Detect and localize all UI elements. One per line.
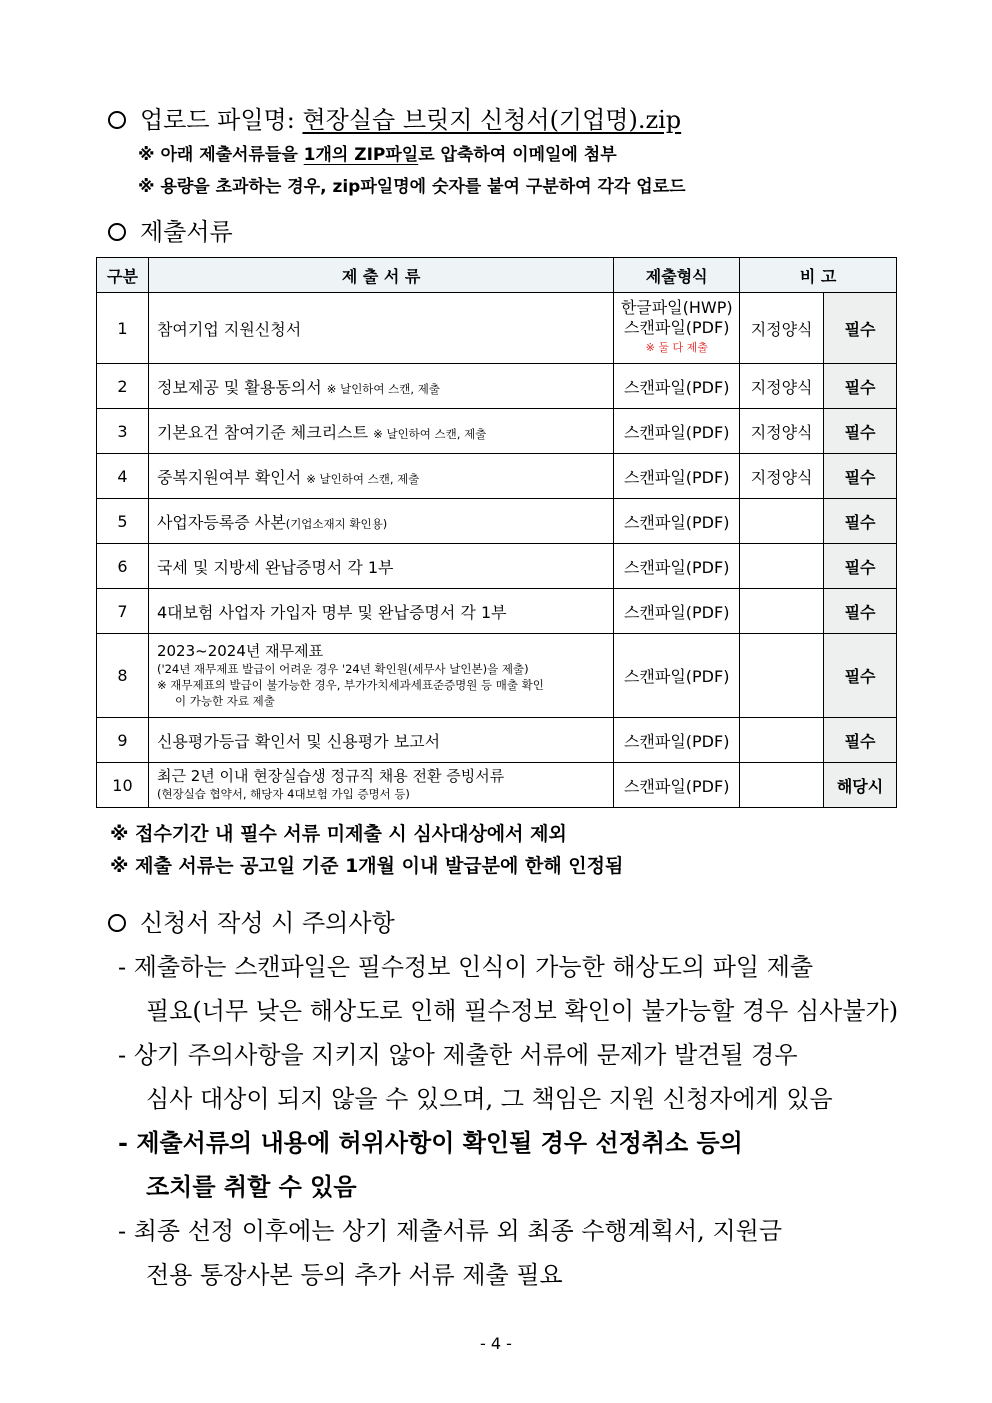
circle-bullet-icon bbox=[108, 914, 126, 932]
row-name-text: 기본요건 참여기준 체크리스트 bbox=[156, 422, 369, 442]
table-header-row bbox=[97, 258, 897, 293]
row-form: 지정양식 bbox=[740, 293, 824, 364]
row-form: 지정양식 bbox=[740, 409, 824, 454]
row-format: 스캔파일(PDF) bbox=[614, 454, 740, 499]
table-row bbox=[97, 454, 897, 499]
caution-2-line-2: 심사 대상이 되지 않을 수 있으며, 그 책임은 지원 신청자에게 있음 bbox=[146, 1085, 833, 1113]
table-row bbox=[97, 499, 897, 544]
upload-heading bbox=[108, 100, 681, 135]
row-required: 필수 bbox=[824, 499, 897, 544]
row-name-text: 사업자등록증 사본 bbox=[156, 512, 286, 532]
row-no: 1 bbox=[97, 293, 149, 364]
format-note: ※ 둘 다 제출 bbox=[645, 341, 708, 354]
header-name: 제 출 서 류 bbox=[148, 258, 613, 293]
row-format bbox=[614, 293, 740, 364]
header-format: 제출형식 bbox=[614, 258, 740, 293]
row-required: 필수 bbox=[824, 454, 897, 499]
row-no: 8 bbox=[97, 634, 149, 718]
row-no: 10 bbox=[97, 763, 149, 808]
row-required: 해당시 bbox=[824, 763, 897, 808]
caution-4-line-1: - 최종 선정 이후에는 상기 제출서류 외 최종 수행계획서, 지원금 bbox=[118, 1217, 782, 1245]
caution-heading bbox=[108, 903, 395, 938]
row-name: 4대보험 사업자 가입자 명부 및 완납증명서 각 1부 bbox=[148, 589, 613, 634]
header-no: 구분 bbox=[97, 258, 149, 293]
row-form: 지정양식 bbox=[740, 364, 824, 409]
row-name bbox=[148, 499, 613, 544]
circle-bullet-icon bbox=[108, 223, 126, 241]
row-format: 스캔파일(PDF) bbox=[614, 544, 740, 589]
circle-bullet-icon bbox=[108, 111, 126, 129]
format-hwp: 한글파일(HWP) bbox=[620, 298, 733, 317]
docs-table bbox=[96, 257, 897, 808]
row-name-sub: ※ 날인하여 스캔, 제출 bbox=[326, 381, 440, 396]
caution-item-4 bbox=[118, 1209, 782, 1297]
docs-heading-text: 제출서류 bbox=[140, 218, 233, 246]
row-name bbox=[148, 454, 613, 499]
row-format: 스캔파일(PDF) bbox=[614, 763, 740, 808]
note-after-2: ※ 제출 서류는 공고일 기준 1개월 이내 발급분에 한해 인정됨 bbox=[110, 855, 624, 877]
row-required: 필수 bbox=[824, 544, 897, 589]
row-no: 4 bbox=[97, 454, 149, 499]
note1-underline: 1개의 ZIP파일 bbox=[303, 145, 419, 165]
table-row bbox=[97, 544, 897, 589]
row-form bbox=[740, 634, 824, 718]
note-after-1: ※ 접수기간 내 필수 서류 미제출 시 심사대상에서 제외 bbox=[110, 823, 567, 845]
table-row bbox=[97, 293, 897, 364]
row-required: 필수 bbox=[824, 718, 897, 763]
row-name-text: 중복지원여부 확인서 bbox=[156, 467, 302, 487]
row-required: 필수 bbox=[824, 293, 897, 364]
upload-note-2: ※ 용량을 초과하는 경우, zip파일명에 숫자를 붙여 구분하여 각각 업로드 bbox=[138, 177, 686, 197]
table-row bbox=[97, 763, 897, 808]
row-form bbox=[740, 763, 824, 808]
table-row bbox=[97, 364, 897, 409]
upload-filename: 현장실습 브릿지 신청서(기업명).zip bbox=[302, 106, 682, 134]
row-no: 2 bbox=[97, 364, 149, 409]
row-name bbox=[148, 763, 613, 808]
row-name-text: 최근 2년 이내 현장실습생 정규직 채용 전환 증빙서류 bbox=[156, 767, 505, 785]
caution-3-line-1: - 제출서류의 내용에 허위사항이 확인될 경우 선정취소 등의 bbox=[118, 1128, 743, 1157]
row-form bbox=[740, 718, 824, 763]
row-format: 스캔파일(PDF) bbox=[614, 364, 740, 409]
row-format: 스캔파일(PDF) bbox=[614, 589, 740, 634]
caution-item-2 bbox=[118, 1033, 833, 1121]
docs-heading bbox=[108, 212, 233, 247]
row-name: 국세 및 지방세 완납증명서 각 1부 bbox=[148, 544, 613, 589]
row-no: 9 bbox=[97, 718, 149, 763]
caution-4-line-2: 전용 통장사본 등의 추가 서류 제출 필요 bbox=[146, 1261, 563, 1289]
row-form bbox=[740, 499, 824, 544]
note1-post: 로 압축하여 이메일에 첨부 bbox=[418, 145, 617, 165]
row-name: 신용평가등급 확인서 및 신용평가 보고서 bbox=[148, 718, 613, 763]
upload-label: 업로드 파일명: bbox=[140, 106, 295, 134]
row-no: 5 bbox=[97, 499, 149, 544]
caution-3-line-2: 조치를 취할 수 있음 bbox=[146, 1172, 357, 1201]
header-remark: 비 고 bbox=[740, 258, 897, 293]
caution-item-1 bbox=[118, 945, 898, 1033]
row-required: 필수 bbox=[824, 364, 897, 409]
row-name-line3: ※ 재무제표의 발급이 불가능한 경우, 부가가치세과세표준증명원 등 매출 확인 bbox=[156, 678, 544, 692]
table-row bbox=[97, 589, 897, 634]
row-form: 지정양식 bbox=[740, 454, 824, 499]
table-row bbox=[97, 718, 897, 763]
row-name bbox=[148, 364, 613, 409]
upload-note-1 bbox=[138, 140, 617, 165]
caution-item-3 bbox=[118, 1121, 743, 1209]
row-required: 필수 bbox=[824, 589, 897, 634]
format-pdf: 스캔파일(PDF) bbox=[623, 318, 730, 337]
caution-1-line-2: 필요(너무 낮은 해상도로 인해 필수정보 확인이 불가능할 경우 심사불가) bbox=[146, 997, 899, 1025]
row-form bbox=[740, 544, 824, 589]
row-format: 스캔파일(PDF) bbox=[614, 634, 740, 718]
row-name-text: 2023~2024년 재무제표 bbox=[156, 642, 324, 660]
row-required: 필수 bbox=[824, 409, 897, 454]
row-name bbox=[148, 409, 613, 454]
row-name-sub: (기업소재지 확인용) bbox=[285, 516, 388, 531]
notes-after bbox=[110, 818, 623, 882]
row-no: 3 bbox=[97, 409, 149, 454]
caution-2-line-1: - 상기 주의사항을 지키지 않아 제출한 서류에 문제가 발견될 경우 bbox=[118, 1041, 798, 1069]
row-name: 참여기업 지원신청서 bbox=[148, 293, 613, 364]
row-name-sub: ※ 날인하여 스캔, 제출 bbox=[306, 471, 420, 486]
row-name-line2: (현장실습 협약서, 해당자 4대보험 가입 증명서 등) bbox=[156, 787, 410, 801]
caution-heading-text: 신청서 작성 시 주의사항 bbox=[140, 909, 395, 937]
caution-1-line-1: - 제출하는 스캔파일은 필수정보 인식이 가능한 해상도의 파일 제출 bbox=[118, 953, 814, 981]
table-row bbox=[97, 409, 897, 454]
row-name-line2: ('24년 재무제표 발급이 어려운 경우 '24년 확인원(세무사 날인본)을 제출) bbox=[156, 662, 529, 676]
page-number: - 4 - bbox=[480, 1334, 512, 1353]
table-row bbox=[97, 634, 897, 718]
row-format: 스캔파일(PDF) bbox=[614, 409, 740, 454]
row-name bbox=[148, 634, 613, 718]
row-format: 스캔파일(PDF) bbox=[614, 499, 740, 544]
row-no: 6 bbox=[97, 544, 149, 589]
row-format: 스캔파일(PDF) bbox=[614, 718, 740, 763]
row-form bbox=[740, 589, 824, 634]
row-no: 7 bbox=[97, 589, 149, 634]
row-name-text: 정보제공 및 활용동의서 bbox=[156, 377, 322, 397]
row-name-line4: 이 가능한 자료 제출 bbox=[174, 694, 275, 708]
row-name-sub: ※ 날인하여 스캔, 제출 bbox=[373, 426, 487, 441]
row-required: 필수 bbox=[824, 634, 897, 718]
note1-pre: ※ 아래 제출서류들을 bbox=[138, 145, 304, 165]
